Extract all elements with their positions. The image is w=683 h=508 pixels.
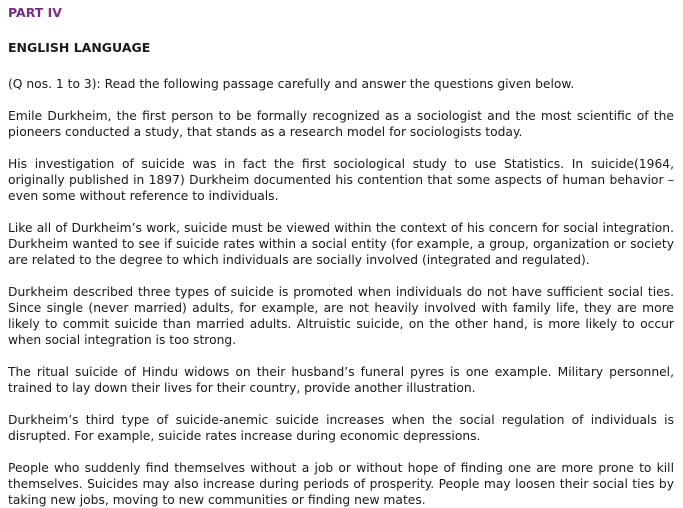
passage-paragraph-1: Emile Durkheim, the first person to be formally recognized as a sociologist and the most scientific of the pioneers conducted a study, that stands as a research model for sociologists today.: [8, 109, 674, 139]
passage-paragraph-4: Durkheim described three types of suicide is promoted when individuals do not have sufficient social ties. Since single (never married) adults, for example, are not heavily involved with family life, they are more likely to commit suicide than married adults. Altruistic suicide, on the other hand, is more likely to occur when social integration is too strong.: [8, 285, 674, 347]
instructions-text: (Q nos. 1 to 3): Read the following passage carefully and answer the questions given below.: [8, 77, 575, 91]
passage-paragraph-2: His investigation of suicide was in fact the first sociological study to use Statistics. In suicide(1964, originally published in 1897) Durkheim documented his contention that some aspects of human behavior – even some without reference to individuals.: [8, 157, 674, 203]
document-page: [8, 5, 674, 508]
part-heading: PART IV: [8, 5, 62, 20]
passage-paragraph-7: People who suddenly find themselves without a job or without hope of finding one are more prone to kill themselves. Suicides may also increase during periods of prosperity. People may loosen their social ties by taking new jobs, moving to new communities or finding new mates.: [8, 461, 674, 507]
passage-paragraph-5: The ritual suicide of Hindu widows on their husband’s funeral pyres is one example. Military personnel, trained to lay down their lives for their country, provide another illustration.: [8, 365, 674, 395]
section-heading: ENGLISH LANGUAGE: [8, 40, 151, 55]
passage-paragraph-3: Like all of Durkheim’s work, suicide must be viewed within the context of his concern for social integration. Durkheim wanted to see if suicide rates within a social entity (for example, a group, organization or society are related to the degree to which individuals are socially involved (integrated and regulated).: [8, 221, 674, 267]
passage-paragraph-6: Durkheim’s third type of suicide-anemic suicide increases when the social regulation of individuals is disrupted. For example, suicide rates increase during economic depressions.: [8, 413, 674, 443]
